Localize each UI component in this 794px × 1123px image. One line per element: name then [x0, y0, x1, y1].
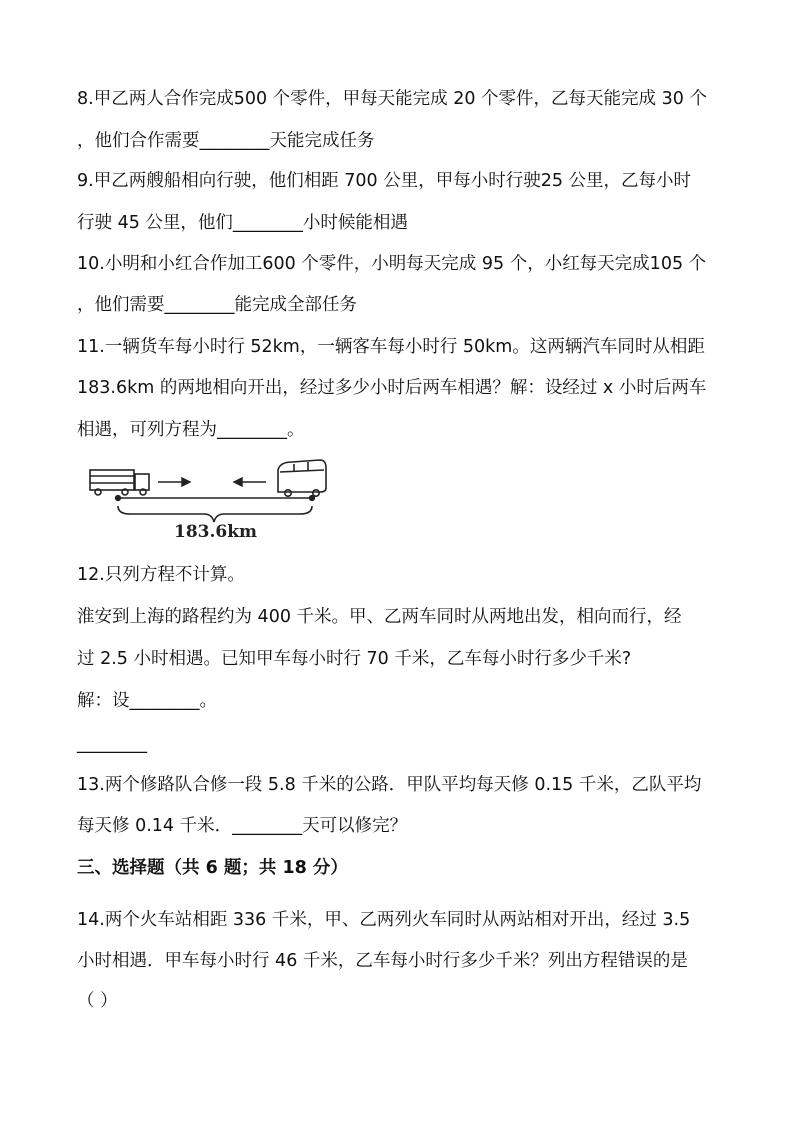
distance-brace	[118, 506, 312, 522]
distance-line	[116, 496, 315, 501]
q14-line1: 14.两个火车站相距 336 千米，甲、乙两列火车同时从两站相对开出，经过 3.5	[77, 910, 691, 930]
q11-line2: 183.6km 的两地相向开出，经过多少小时后两车相遇？解：设经过 x 小时后两车	[77, 378, 707, 398]
q14-answer-blank: （ ）	[77, 991, 118, 1011]
truck-icon	[90, 470, 149, 495]
arrow-left-icon	[234, 478, 266, 486]
q12-line5: ________	[77, 734, 147, 754]
q10-line1: 10.小明和小红合作加工600 个零件，小明每天完成 95 个，小红每天完成105 个	[77, 254, 707, 274]
q12-line2: 淮安到上海的路程约为 400 千米。甲、乙两车同时从两地出发，相向而行，经	[77, 607, 682, 627]
q9-line1: 9.甲乙两艘船相向行驶，他们相距 700 公里，甲每小时行驶25 公里，乙每小时	[77, 171, 692, 191]
arrow-right-icon	[158, 478, 190, 486]
q8-line1: 8.甲乙两人合作完成500 个零件，甲每天能完成 20 个零件，乙每天能完成 30 个	[77, 89, 707, 109]
q13-line1: 13.两个修路队合修一段 5.8 千米的公路．甲队平均每天修 0.15 千米，乙队平均	[77, 775, 702, 795]
section-heading: 三、选择题（共 6 题；共 18 分）	[77, 858, 348, 878]
q10-line2: ，他们需要________能完成全部任务	[77, 295, 357, 315]
q12-line1: 12.只列方程不计算。	[77, 565, 245, 585]
q11-line3: 相遇，可列方程为________。	[77, 420, 305, 440]
q12-line4: 解：设________。	[77, 691, 217, 711]
q14-line2: 小时相遇．甲车每小时行 46 千米，乙车每小时行多少千米？列出方程错误的是	[77, 951, 688, 971]
q8-line2: ，他们合作需要________天能完成任务	[77, 131, 375, 151]
q11-diagram	[80, 456, 340, 548]
distance-label: 183.6km	[174, 522, 257, 542]
bus-icon	[278, 460, 326, 496]
q9-line2: 行驶 45 公里，他们________小时候能相遇	[77, 213, 408, 233]
q13-line2: 每天修 0.14 千米．________天可以修完？	[77, 816, 408, 836]
q11-line1: 11.一辆货车每小时行 52km，一辆客车每小时行 50km。这两辆汽车同时从相距	[77, 337, 705, 357]
q12-line3: 过 2.5 小时相遇。已知甲车每小时行 70 千米，乙车每小时行多少千米?	[77, 649, 632, 669]
